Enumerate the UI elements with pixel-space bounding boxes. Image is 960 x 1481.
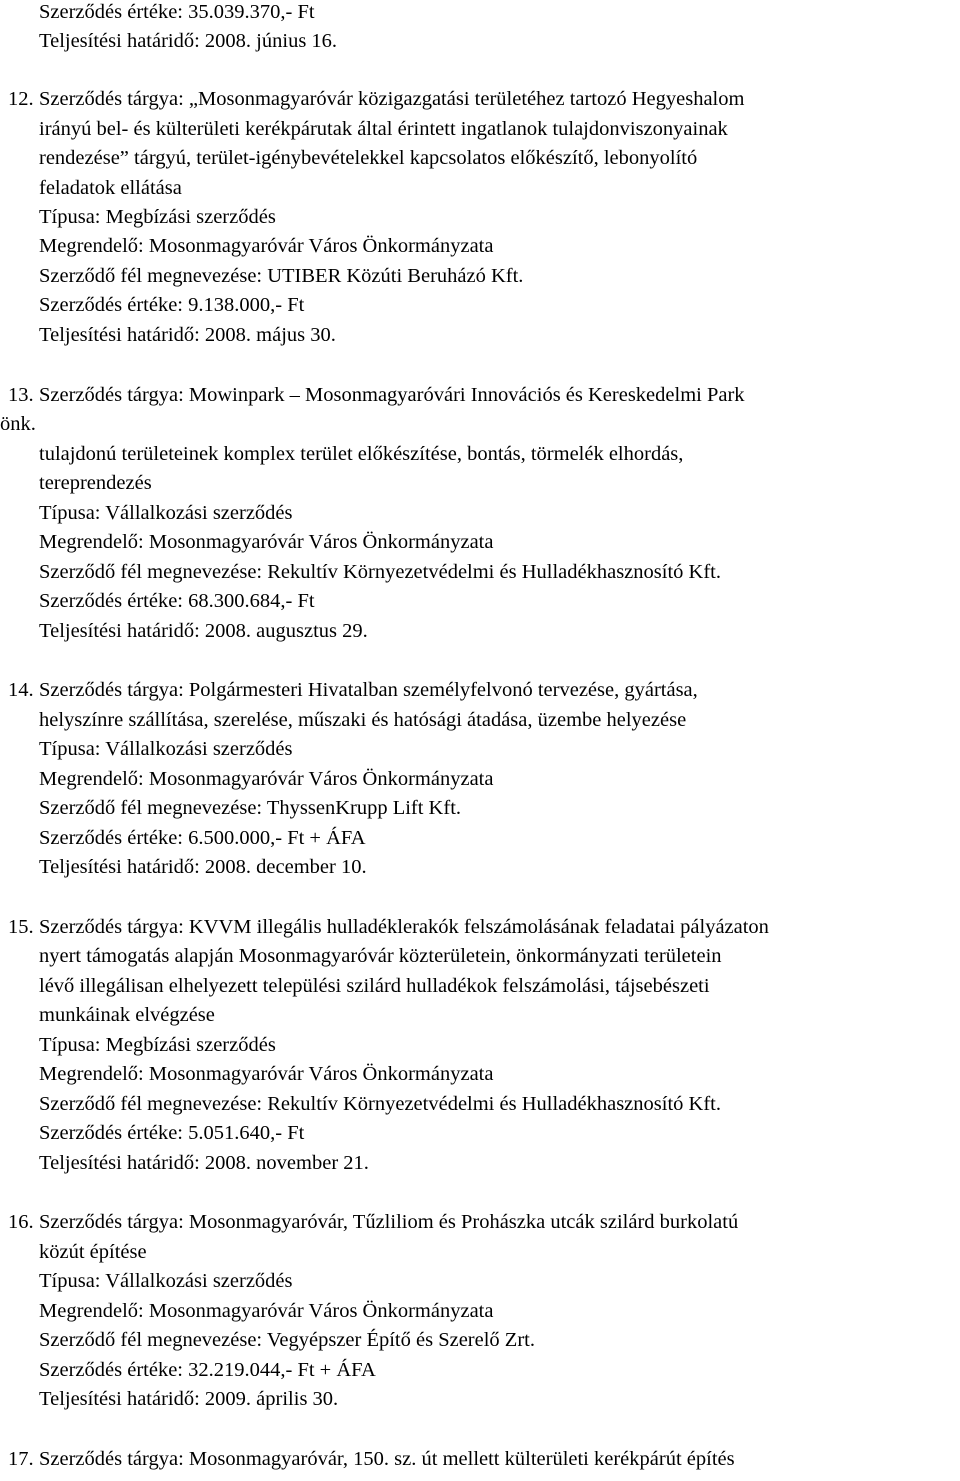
item-13-subject-line-3: tulajdonú területeinek komplex terület előkészítése, bontás, törmelék elhordás, <box>39 443 684 465</box>
item-16-subject-line-1: Szerződés tárgya: Mosonmagyaróvár, Tűzliliom és Prohászka utcák szilárd burkolatú <box>39 1211 739 1233</box>
item-16-type: Típusa: Vállalkozási szerződés <box>39 1270 293 1292</box>
item-15-subject-line-2: nyert támogatás alapján Mosonmagyaróvár közterületein, önkormányzati területein <box>39 945 722 967</box>
item-13-subject-line-1: Szerződés tárgya: Mowinpark – Mosonmagyaróvári Innovációs és Kereskedelmi Park <box>39 384 745 406</box>
item-12-value: Szerződés értéke: 9.138.000,- Ft <box>39 294 305 316</box>
item-12-contractor: Szerződő fél megnevezése: UTIBER Közúti Beruházó Kft. <box>39 265 524 287</box>
item-15-contractor: Szerződő fél megnevezése: Rekultív Környezetvédelmi és Hulladékhasznosító Kft. <box>39 1093 721 1115</box>
item-14-subject-line-2: helyszínre szállítása, szerelése, műszaki és hatósági átadása, üzembe helyezése <box>39 709 687 731</box>
item-15-deadline: Teljesítési határidő: 2008. november 21. <box>39 1152 369 1174</box>
item-16-value: Szerződés értéke: 32.219.044,- Ft + ÁFA <box>39 1359 376 1381</box>
item-14-number: 14. <box>8 679 34 701</box>
item-15-subject-line-4: munkáinak elvégzése <box>39 1004 215 1026</box>
item-14-type: Típusa: Vállalkozási szerződés <box>39 738 293 760</box>
item-12-type: Típusa: Megbízási szerződés <box>39 206 276 228</box>
item-16-client: Megrendelő: Mosonmagyaróvár Város Önkormányzata <box>39 1300 494 1322</box>
item-17-subject-line-1: Szerződés tárgya: Mosonmagyaróvár, 150. sz. út mellett külterületi kerékpárút építés <box>39 1448 735 1470</box>
item-15-type: Típusa: Megbízási szerződés <box>39 1034 276 1056</box>
item-12-client: Megrendelő: Mosonmagyaróvár Város Önkormányzata <box>39 235 494 257</box>
item-16-contractor: Szerződő fél megnevezése: Vegyépszer Építő és Szerelő Zrt. <box>39 1329 535 1351</box>
item-13-value: Szerződés értéke: 68.300.684,- Ft <box>39 590 315 612</box>
item-13-subject-line-4: tereprendezés <box>39 472 152 494</box>
item-14-deadline: Teljesítési határidő: 2008. december 10. <box>39 856 367 878</box>
item-12-subject-line-4: feladatok ellátása <box>39 177 182 199</box>
item-15-subject-line-1: Szerződés tárgya: KVVM illegális hulladéklerakók felszámolásának feladatai pályázaton <box>39 916 769 938</box>
item-14-contractor: Szerződő fél megnevezése: ThyssenKrupp Lift Kft. <box>39 797 462 819</box>
prev-value-line: Szerződés értéke: 35.039.370,- Ft <box>39 1 315 23</box>
item-17-number: 17. <box>8 1448 34 1470</box>
item-15-value: Szerződés értéke: 5.051.640,- Ft <box>39 1122 305 1144</box>
item-15-number: 15. <box>8 916 34 938</box>
item-13-contractor: Szerződő fél megnevezése: Rekultív Környezetvédelmi és Hulladékhasznosító Kft. <box>39 561 721 583</box>
item-16-deadline: Teljesítési határidő: 2009. április 30. <box>39 1388 339 1410</box>
item-13-client: Megrendelő: Mosonmagyaróvár Város Önkormányzata <box>39 531 494 553</box>
item-14-value: Szerződés értéke: 6.500.000,- Ft + ÁFA <box>39 827 366 849</box>
item-12-subject-line-2: irányú bel- és külterületi kerékpárutak által érintett ingatlanok tulajdonviszonyainak <box>39 118 728 140</box>
item-13-number: 13. <box>8 384 34 406</box>
item-15-subject-line-3: lévő illegálisan elhelyezett települési szilárd hulladékok felszámolási, tájsebészeti <box>39 975 710 997</box>
prev-deadline-line: Teljesítési határidő: 2008. június 16. <box>39 30 338 52</box>
item-13-subject-line-2: önk. <box>0 413 36 435</box>
item-12-number: 12. <box>8 88 34 110</box>
item-12-subject-line-1: Szerződés tárgya: „Mosonmagyaróvár közigazgatási területéhez tartozó Hegyeshalom <box>39 88 745 110</box>
item-13-type: Típusa: Vállalkozási szerződés <box>39 502 293 524</box>
item-15-client: Megrendelő: Mosonmagyaróvár Város Önkormányzata <box>39 1063 494 1085</box>
item-12-deadline: Teljesítési határidő: 2008. május 30. <box>39 324 336 346</box>
item-16-subject-line-2: közút építése <box>39 1241 147 1263</box>
item-14-client: Megrendelő: Mosonmagyaróvár Város Önkormányzata <box>39 768 494 790</box>
item-13-deadline: Teljesítési határidő: 2008. augusztus 29. <box>39 620 368 642</box>
item-14-subject-line-1: Szerződés tárgya: Polgármesteri Hivatalban személyfelvonó tervezése, gyártása, <box>39 679 698 701</box>
item-12-subject-line-3: rendezése” tárgyú, terület-igénybevételekkel kapcsolatos előkészítő, lebonyolító <box>39 147 698 169</box>
item-16-number: 16. <box>8 1211 34 1233</box>
